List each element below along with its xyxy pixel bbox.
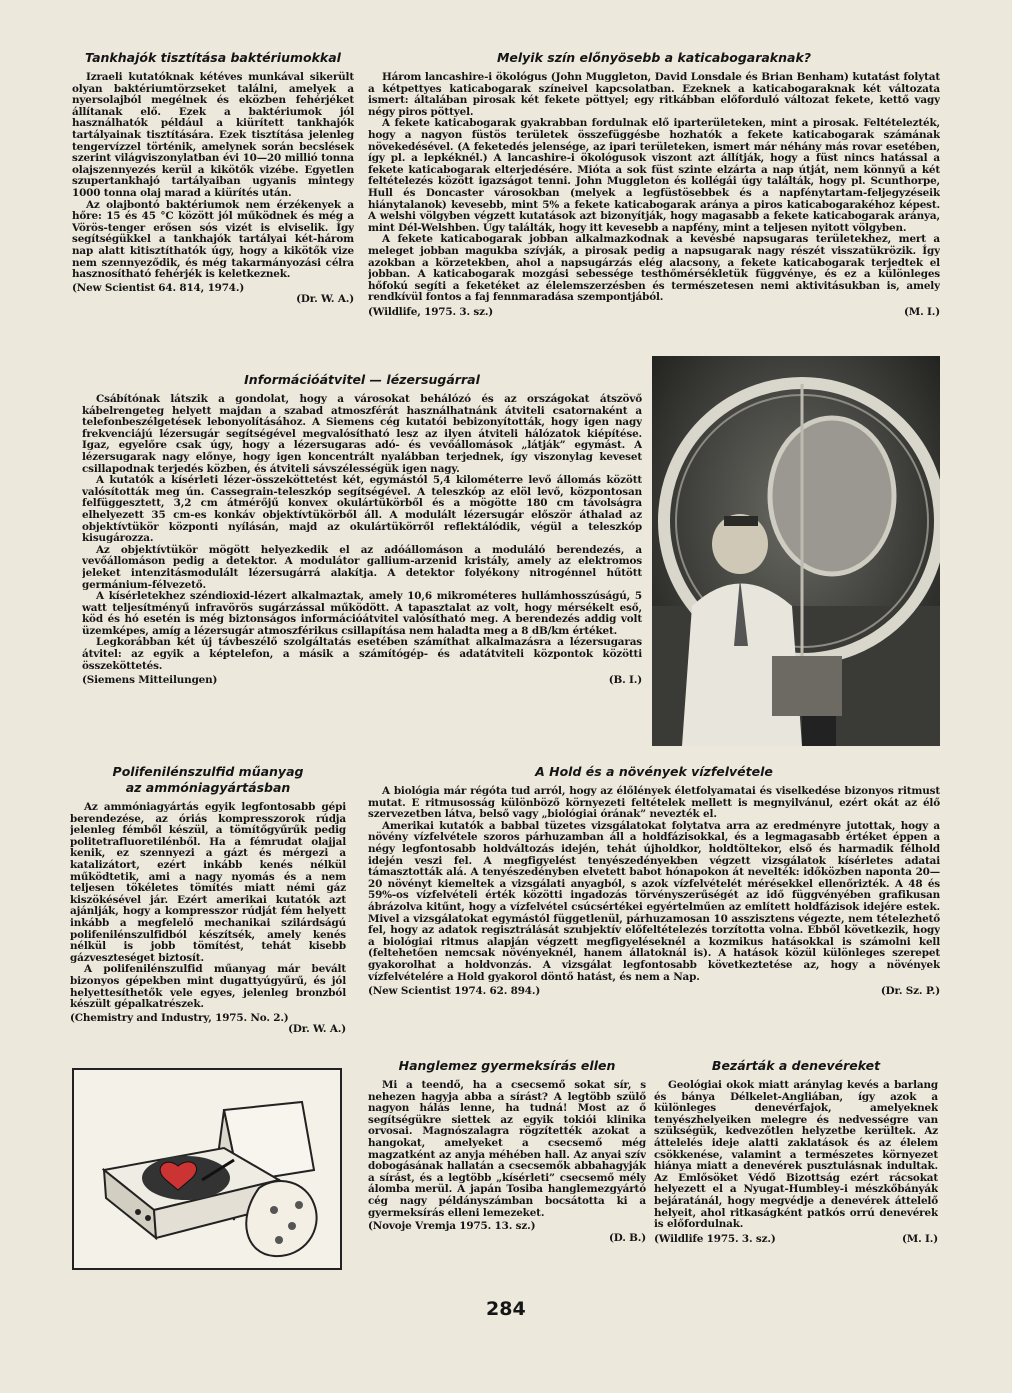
article-signature: (M. I.) xyxy=(902,1232,938,1245)
article-title: Melyik szín előnyösebb a katicabogaraknak? xyxy=(496,50,812,65)
article-paragraph: A biológia már régóta tud arról, hogy az élőlények életfolyamatai és viselkedése bizonyos ritmust mutat. E ritmusosság különböző környezeti feltételek mellett is megnyilvánul, ezért okát az élő szervezetben látva, belső vagy „biológiai órának” nevezték el. xyxy=(368,785,940,821)
article-paragraph: A fekete katicabogarak gyakrabban fordulnak elő iparterületeken, mint a pirosak. Feltételezték, hogy a nagyon füstös területek összefüggésbe hozhatók a fekete katicabogarak számának növekedésével. (A feketedés jelensége, az ipari területeken, ismert már néhány más rovar esetében, így pl. a lepkéknél.) A lancashire-i ökológusok viszont azt állítják, hogy a füst nincs hatással a fekete katicabogarak elterjedésére. Mióta a sok füst szinte elzárta a nap útját, nem könnyű a két feltételezés között igazságot tenni. John Muggleton és kollégái úgy találták, hogy pl. Scunthorpe, Hull és Doncaster városokban (melyek a legfüstösebbek és a napfénytartam-feljegyzéseik hiánytalanok) kevesebb, mint 5% a fekete katicabogarak aránya a piros katicabogarakéhoz képest. A welshi völgyben végzett kutatások azt bizonyítják, hogy magasabb a fekete katicabogarak aránya, mint Dél-Welshben. Úgy találták, hogy itt kevesebb a napfény, mint a teljesen nyitott völgyben. xyxy=(368,117,940,234)
record-player-icon xyxy=(74,1070,340,1268)
article-title: Bezárták a denevéreket xyxy=(711,1058,881,1073)
article-paragraph: A kutatók a kísérleti lézer-összeköttetést két, egymástól 5,4 kilométerre levő állomás között valósították meg ún. Cassegrain-teleszkóp segítségével. A teleszkóp az elöl levő, központosan felfüggesztett, 3,2 cm átmérőjű konvex okulártükörből és a mögötte 180 cm távolságra elhelyezett 35 cm-es konkáv objektívtükörből áll. A modulált lézersugár először áthalad az objektívtükör központi nyílásán, majd az okulártükörről reflektálódik, végül a teleszkóp kisugározza. xyxy=(82,474,642,545)
article-signature: (Dr. W. A.) xyxy=(296,293,354,306)
article-paragraph: Izraeli kutatóknak kétéves munkával sikerült olyan baktériumtörzseket találni, amelyek a nyersolajból megélnek és eközben fehérjéket állítanak elő. Ezek a baktériumok jól használhatók például a kiürített tankhajók tartályainak tisztítására. Ezek tisztítása jelenleg tengervízzel történik, amelynek során becslések szerint világviszonylatban évi 10—20 millió tonna olajszennyezés kerül a kikötők vizébe. Egyetlen szupertankhajó tartályaiban ugyanis mintegy 1000 tonna olaj marad a kiürítés után. xyxy=(72,71,354,199)
article-source: (Chemistry and Industry, 1975. No. 2.) xyxy=(70,1011,289,1024)
article-paragraph: Az olajbontó baktériumok nem érzékenyek a hőre: 15 és 45 °C között jól működnek és még a Vörös-tenger erősen sós vizét is elviselik. Így segítségükkel a tankhajók tartályai két-három nap alatt kitisztíthatók úgy, hogy a kikötők vize nem szennyeződik, és még takarmányozási célra hasznosítható fehérjék is keletkeznek. xyxy=(72,198,354,281)
article-paragraph: Mi a teendő, ha a csecsemő sokat sír, s nehezen hagyja abba a sírást? A legtöbb szülő nagyon hálás lenne, ha tudná! Most az ő segítségükre siettek az egyik tokiói klinika orvosai. Magnószalagra rögzítették azokat a hangokat, amelyeket a csecsemő még magzatként az anyja méhében hall. Az anyai szív dobogásának hallatán a csecsemők abbahagyják a sírást, és a legtöbb „kísérleti” csecsemő mély álomba merül. A japán Tosiba hanglemezgyártó cég nagy példányszámban bocsátotta ki a gyermeksírás elleni lemezeket. xyxy=(368,1079,646,1219)
article-title: A Hold és a növények vízfelvétele xyxy=(535,764,773,779)
article-signature: (Dr. Sz. P.) xyxy=(880,985,940,998)
article-polifenilenszulfid xyxy=(70,764,346,1062)
article-paragraph: Az objektívtükör mögött helyezkedik el az adóállomáson a moduláló berendezés, a vevőállomáson pedig a detektor. A modulátor gallium-arzenid kristály, amely az elektromos jeleket intenzitásmodulált lézersugárrá alakítja. A detektor folyékony nitrogénnel hűtött germánium-félvezető. xyxy=(82,543,642,591)
article-paragraph: A kísérletekhez széndioxid-lézert alkalmaztak, amely 10,6 mikrométeres hullámhosszúságú, 5 watt teljesítményű infravörös sugárzással működött. A tapasztalat az volt, hogy mérsékelt eső, köd és hó esetén is még biztonságos információátvitel valósítható meg. A berendezés addig volt üzemképes, amíg a lézersugár atmoszférikus csillapítása nem haladta meg a 8 dB/km értéket. xyxy=(82,590,642,637)
article-source: (New Scientist 1974. 62. 894.) xyxy=(368,985,541,998)
article-source: (New Scientist 64. 814, 1974.) xyxy=(72,281,245,294)
article-paragraph: A polifenilénszulfid műanyag már bevált bizonyos gépekben mint dugattyúgyűrű, és jól helyettesíthetők vele egyes, jelenleg bronzból készült gépalkatrészek. xyxy=(70,963,346,1011)
article-paragraph: Geológiai okok miatt aránylag kevés a barlang és bánya Délkelet-Angliában, így azok a különleges denevérfajok, amelyeknek tenyészhelyeiken melegre és nedvességre van szükségük, kedvezőtlen helyzetbe kerültek. Az áttelelés ideje alatti zaklatások és az élelem csökkenése, valamint a természetes környezet hiánya miatt a denevérek pusztulásnak indultak. Az Emlősöket Védő Bizottság ezért rácsokat helyezett el a Nyugat-Humbley-i mészkőbányák bejáratánál, hogy megvédje a denevérek áttelelő helyeit, ahol ritkaságként patkós orrú denevérek is előfordulnak. xyxy=(654,1079,938,1231)
article-signature: (M. I.) xyxy=(904,305,940,318)
article-paragraph: A fekete katicabogarak jobban alkalmazkodnak a kevésbé napsugaras területekhez, mert a meleget jobban magukba szívják, a pirosak pedig a napsugarak nagy részét visszatükrözik. Így azokban a körzetekben, ahol a napsugárzás elég alacsony, a fekete katicabogarak terjedtek el jobban. A katicabogarak mozgási sebessége testhőmérsékletük függvénye, és ez a különleges hőfokú segíti a feketéket az élelemszerzésben és természetesen nemi aktivitásukban is, amely rendkívül fontos a faj fennmaradása szempontjából. xyxy=(368,233,940,304)
article-source: (Novoje Vremja 1975. 13. sz.) xyxy=(368,1220,536,1233)
article-katicabogarak xyxy=(368,50,940,366)
telescope-photo-image xyxy=(652,356,940,746)
article-signature: (D. B.) xyxy=(608,1231,646,1244)
article-hold xyxy=(368,764,940,1058)
page-number: 284 xyxy=(486,1298,526,1320)
article-source: (Wildlife, 1975. 3. sz.) xyxy=(368,305,494,318)
article-paragraph: Az ammóniagyártás egyik legfontosabb gépi berendezése, az óriás kompresszorok rúdja jelenleg fémből készül, a tömítőgyűrűk pedig politetrafluoretilénből. Ha a fémrudat olajjal kenik, ez szennyezi a gázt és mérgezi a katalizátort, ezért inkább kenés nélkül működtetik, ami a nagy nyomás és a nem teljesen tökéletes tömítés miatt némi gáz kiszökésével jár. Ezért amerikai kutatók azt ajánlják, hogy a kompresszor rúdját fém helyett inkább a megfelelő mechanikai szilárdságú polifenilénszulfidból készítsék, amely kenés nélkül is jobb tömítést, tehát kisebb gázveszteséget biztosít. xyxy=(70,801,346,964)
article-source: (Wildlife 1975. 3. sz.) xyxy=(654,1232,776,1245)
article-title: Hanglemez gyermeksírás ellen xyxy=(398,1058,616,1073)
article-source: (Siemens Mitteilungen) xyxy=(82,674,218,687)
article-signature: (B. I.) xyxy=(608,674,642,687)
article-paragraph: Csábítónak látszik a gondolat, hogy a városokat behálózó és az országokat átszövő kábelrengeteg helyett majdan a szabad atmoszférát használhatnánk átviteli csatornaként a telefonbeszélgetések lebonyolításához. A Siemens cég kutatói bebizonyították, hogy igen nagy frekvenciájú lézersugár segítségével megvalósítható lesz az ilyen átviteli hálózatok kiépítése. Igaz, egyelőre csak úgy, hogy a lézersugaras adó- és vevőállomások „látják” egymást. A lézersugarak nagy előnye, hogy igen koncentrált nyalábban terjednek, így viszonylag keveset csillapodnak terjedés közben, és átviteli sávszélességük igen nagy. xyxy=(82,393,642,475)
article-paragraph: Legkorábban két új távbeszélő szolgáltatás esetében számíthat alkalmazásra a lézersugaras átvitel: az egyik a képtelefon, a másik a számítógép- és adatátviteli központok közötti összeköttetés. xyxy=(82,636,642,672)
article-paragraph: Három lancashire-i ökológus (John Muggleton, David Lonsdale és Brian Benham) kutatást folytat a kétpettyes katicabogarak színeivel kapcsolatban. Ezeknek a katicabogaraknak két változata ismert: általában pirosak két fekete pöttyel; egy ritkábban előforduló változat fekete, kettő vagy négy piros pöttyel. xyxy=(368,71,940,118)
article-hanglemez xyxy=(368,1058,646,1280)
record-player-illustration xyxy=(72,1068,342,1270)
article-deneverek xyxy=(654,1058,938,1280)
article-title: Információátvitel — lézersugárral xyxy=(244,372,480,387)
article-tankhajok xyxy=(72,50,354,352)
article-paragraph: Amerikai kutatók a babbal tüzetes vizsgálatokat folytatva arra az eredményre jutottak, hogy a növény vízfelvétele szoros párhuzamban áll a holdfázisokkal, és a legmagasabb értéket éppen a négy legfontosabb holdváltozás idején, tehát újholdkor, holdtöltekor, első és harmadik félhold idején veszi fel. A megfigyelést tenyészedényekben végzett vizsgálatok kísérletes adatai támasztották alá. A tenyészedényben elvetett babot hónapokon át nevelték: időközben naponta 20—20 növényt kiemeltek a vizsgálati anyagból, s azok vízfelvételét mérésekkel ellenőrizték. A 48 és 59%-os vízfelvételi érték közötti ingadozás törvényszerűségét az idő függvényében grafikusan ábrázolva kitűnt, hogy a vízfelvétel csúcsértékei egyértelműen az említett holdfázisok idejére estek. Mivel a vizsgálatokat egymástól függetlenül, párhuzamosan 10 asszisztens végezte, nem tételezhető fel, hogy az adatok regisztrálását szubjektív előfeltételezés torzította volna. Ebből következik, hogy a biológiai ritmus alapján végzett megfigyeléseknél a kozmikus hatásokkal is számolni kell (feltehetően nemcsak növényeknél, hanem állatoknál is). A hatások közül különleges szerepet gyakorolhat a holdvonzás. A vizsgálat legfontosabb következtetése az, hogy a növények vízfelvételére a Hold gyakorol döntő hatást, és nem a Nap. xyxy=(368,819,940,983)
article-lezersugar xyxy=(82,372,642,748)
article-title: Polifenilénszulfid műanyag az ammóniagyártásban xyxy=(112,764,304,795)
article-signature: (Dr. W. A.) xyxy=(288,1023,346,1036)
telescope-photo xyxy=(652,356,940,746)
article-title: Tankhajók tisztítása baktériumokkal xyxy=(85,50,341,65)
